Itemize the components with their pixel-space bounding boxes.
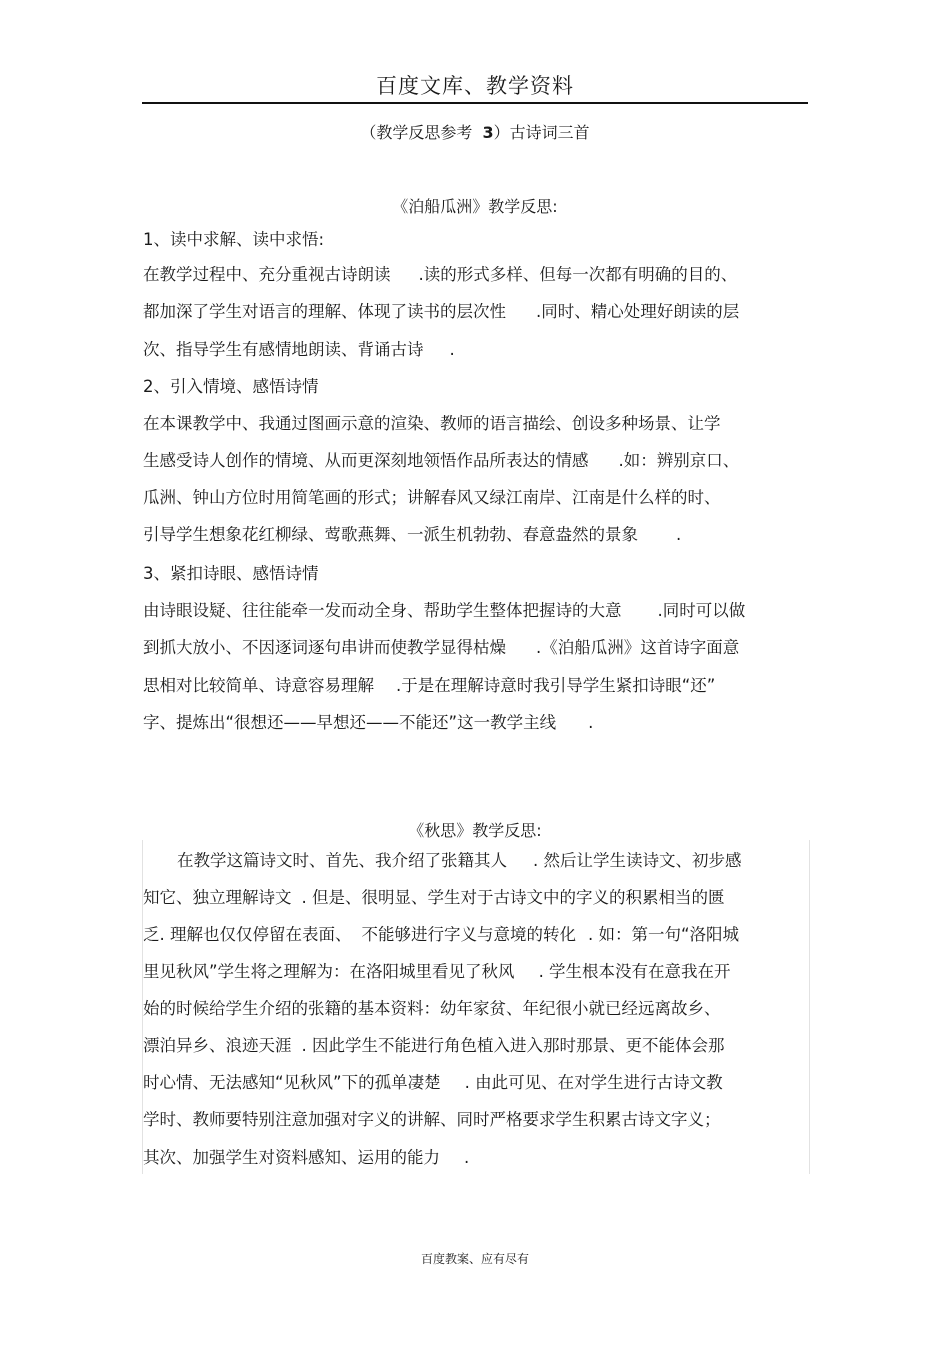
line-text: . (464, 1148, 470, 1167)
line-text: .读的形式多样、但每一次都有明确的目的、 (418, 265, 738, 284)
line-text: 其次、加强学生对资料感知、运用的能力 (143, 1148, 440, 1167)
paragraph-line (143, 1110, 721, 1130)
line-text: 到抓大放小、不因逐词逐句串讲而使教学显得枯燥 (143, 638, 506, 657)
line-text: . 学生根本没有在意我在开 (538, 962, 731, 981)
line-text: 3、紧扣诗眼、感悟诗情 (143, 564, 319, 583)
line-text: 乏. 理解也仅仅停留在表面、 (143, 925, 352, 944)
line-text: 漂泊异乡、浪迹天涯 (143, 1036, 292, 1055)
line-text: . 由此可见、在对学生进行古诗文教 (464, 1073, 723, 1092)
section-title-qiusi: 《秋思》教学反思: (408, 821, 542, 840)
header-divider (142, 102, 808, 104)
line-text: 次、指导学生有感情地朗读、背诵古诗 (143, 340, 424, 359)
document-subtitle (0, 120, 950, 143)
line-text: 瓜洲、钟山方位时用简笔画的形式；讲解春风又绿江南岸、江南是什么样的时、 (143, 488, 721, 507)
line-text: . 但是、很明显、学生对于古诗文中的字义的积累相当的匮 (301, 888, 725, 907)
line-text: 在教学这篇诗文时、首先、我介绍了张籍其人 (177, 851, 507, 870)
line-text: 不能够进行字义与意境的转化 (361, 925, 576, 944)
paragraph-line (143, 451, 739, 471)
paragraph-line (177, 851, 742, 871)
line-text: . 如：第一句“洛阳城 (588, 925, 740, 944)
line-text: .如：辨别京口、 (618, 451, 740, 470)
paragraph-line (143, 601, 745, 621)
line-text: . 因此学生不能进行角色植入进入那时那景、更不能体会那 (301, 1036, 725, 1055)
paragraph-line (143, 1148, 469, 1168)
line-text: .同时、精心处理好朗读的层 (536, 302, 740, 321)
line-text: 引导学生想象花红柳绿、莺歌燕舞、一派生机勃勃、春意盎然的景象 (143, 525, 638, 544)
subtitle-number: 3 (482, 123, 494, 142)
paragraph-line (143, 340, 455, 360)
line-text: 思相对比较简单、诗意容易理解 (143, 676, 374, 695)
line-text: 里见秋风”学生将之理解为：在洛阳城里看见了秋风 (143, 962, 515, 981)
paragraph-line (143, 265, 737, 285)
line-text: 生感受诗人创作的情境、从而更深刻地领悟作品所表达的情感 (143, 451, 589, 470)
line-text: 由诗眼设疑、往往能牵一发而动全身、帮助学生整体把握诗的大意 (143, 601, 622, 620)
paragraph-line (143, 230, 324, 250)
line-text: 2、引入情境、感悟诗情 (143, 377, 319, 396)
line-text: 始的时候给学生介绍的张籍的基本资料：幼年家贫、年纪很小就已经远离故乡、 (143, 999, 721, 1018)
line-text: 字、提炼出“很想还——早想还——不能还”这一教学主线 (143, 713, 557, 732)
paragraph-line (143, 888, 725, 908)
line-text: 在教学过程中、充分重视古诗朗读 (143, 265, 391, 284)
line-text: 在本课教学中、我通过图画示意的渲染、教师的语言描绘、创设多种场景、让学 (143, 414, 721, 433)
paragraph-line (143, 999, 721, 1019)
page-header-title: 百度文库、教学资料 (376, 74, 574, 98)
paragraph-line (143, 962, 731, 982)
paragraph-line (143, 1073, 723, 1093)
line-text: . (588, 713, 594, 732)
section-title-bochuan: 《泊船瓜洲》教学反思: (392, 197, 558, 216)
paragraph-line (143, 488, 721, 508)
paragraph-line (143, 414, 721, 434)
line-text: 知它、独立理解诗文 (143, 888, 292, 907)
paragraph-line (143, 564, 319, 584)
line-text: .于是在理解诗意时我引导学生紧扣诗眼“还” (396, 676, 716, 695)
page-footer: 百度教案、应有尽有 (420, 1252, 529, 1266)
line-text: . (449, 340, 455, 359)
paragraph-line (143, 638, 739, 658)
line-text: 时心情、无法感知“见秋风”下的孤单凄楚 (143, 1073, 441, 1092)
paragraph-line (143, 302, 739, 322)
paragraph-line (143, 713, 593, 733)
paragraph-line (143, 377, 319, 397)
line-text: .同时可以做 (657, 601, 746, 620)
line-text: .《泊船瓜洲》这首诗字面意 (536, 638, 740, 657)
line-text: 1、读中求解、读中求悟: (143, 230, 325, 249)
subtitle-prefix: （教学反思参考 (360, 123, 473, 142)
paragraph-line (143, 925, 739, 945)
paragraph-line (143, 676, 715, 696)
line-text: . 然后让学生读诗文、初步感 (533, 851, 742, 870)
paragraph-line (143, 525, 681, 545)
paragraph-line (143, 1036, 725, 1056)
subtitle-suffix: ）古诗词三首 (493, 123, 590, 142)
line-text: 都加深了学生对语言的理解、体现了读书的层次性 (143, 302, 506, 321)
line-text: 学时、教师要特别注意加强对字义的讲解、同时严格要求学生积累古诗文字义； (143, 1110, 721, 1129)
line-text: . (676, 525, 682, 544)
